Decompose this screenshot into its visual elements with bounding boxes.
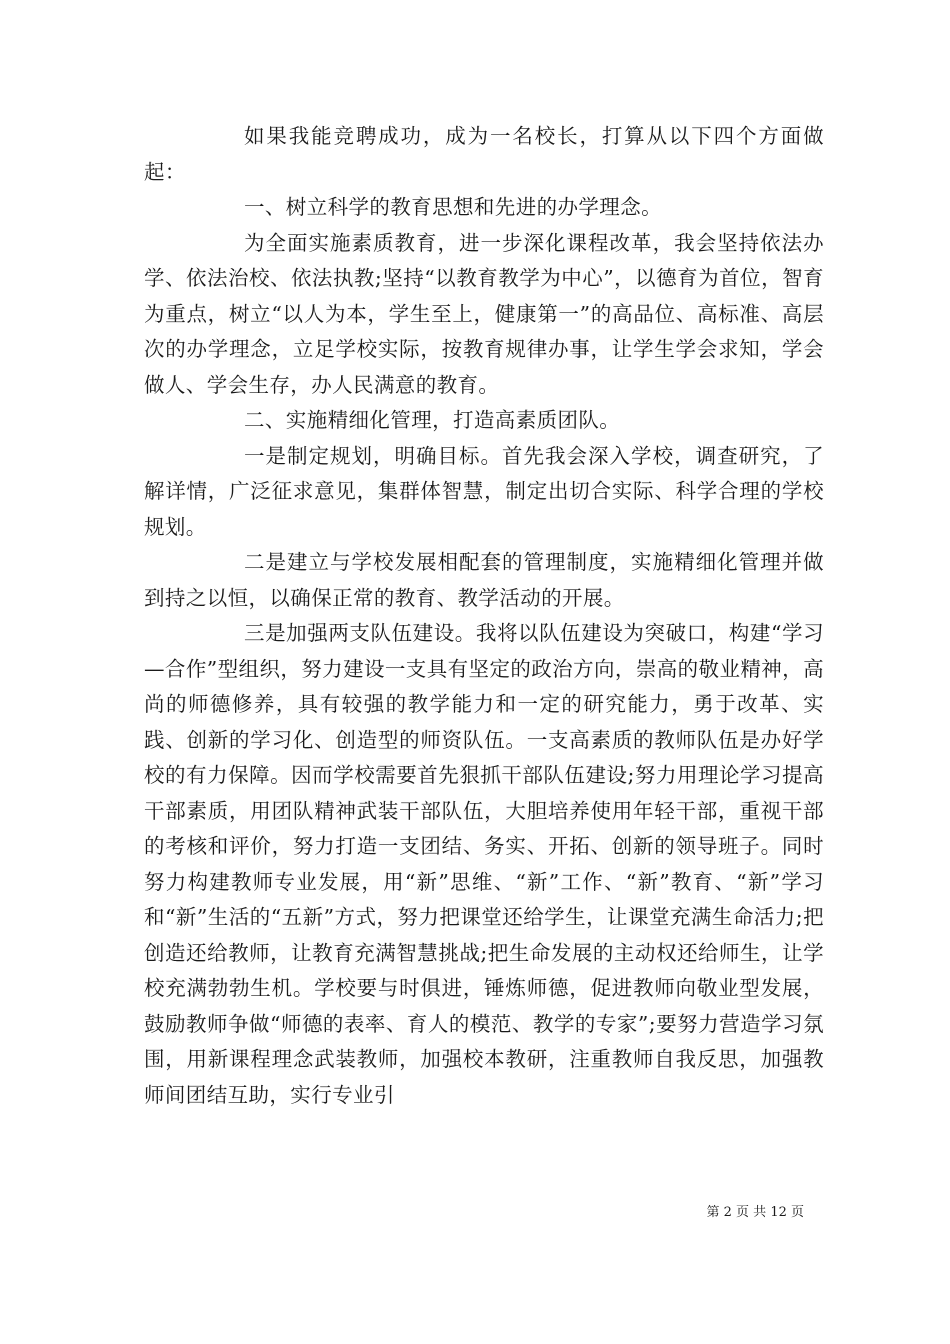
- document-body: [144, 119, 824, 1113]
- paragraph-plan: 一是制定规划，明确目标。首先我会深入学校，调查研究，了解详情，广泛征求意见，集群体智慧，制定出切合实际、科学合理的学校规划。: [144, 443, 824, 539]
- paragraph-teams: 三是加强两支队伍建设。我将以队伍建设为突破口，构建“学习—合作”型组织，努力建设一支具有坚定的政治方向，崇高的敬业精神，高尚的师德修养，具有较强的教学能力和一定的研究能力，勇于改革、实践、创新的学习化、创造型的师资队伍。一支高素质的教师队伍是办好学校的有力保障。因而学校需要首先狠抓干部队伍建设;努力用理论学习提高干部素质，用团队精神武装干部队伍，大胆培养使用年轻干部，重视干部的考核和评价，努力打造一支团结、务实、开拓、创新的领导班子。同时努力构建教师专业发展，用“新”思维、“新”工作、“新”教育、“新”学习和“新”生活的“五新”方式，努力把课堂还给学生，让课堂充满生命活力;把创造还给教师，让教育充满智慧挑战;把生命发展的主动权还给师生，让学校充满勃勃生机。学校要与时俱进，锤炼师德，促进教师向敬业型发展，鼓励教师争做“师德的表率、育人的模范、教学的专家”;要努力营造学习氛围，用新课程理念武装教师，加强校本教研，注重教师自我反思，加强教师间团结互助，实行专业引: [144, 621, 824, 1107]
- heading-section-1: 一、树立科学的教育思想和先进的办学理念。: [244, 195, 662, 219]
- paragraph-section-1: 为全面实施素质教育，进一步深化课程改革，我会坚持依法办学、依法治校、依法执教;坚持“以教育教学为中心”，以德育为首位，智育为重点，树立“以人为本，学生至上，健康第一”的高品位、高标准、高层次的办学理念，立足学校实际，按教育规律办事，让学生学会求知，学会做人、学会生存，办人民满意的教育。: [144, 230, 824, 397]
- page-number: 第 2 页 共 12 页: [706, 1205, 804, 1220]
- paragraph-management: 二是建立与学校发展相配套的管理制度，实施精细化管理并做到持之以恒，以确保正常的教育、教学活动的开展。: [144, 550, 824, 610]
- heading-section-2: 二、实施精细化管理，打造高素质团队。: [244, 408, 621, 432]
- paragraph-intro: 如果我能竞聘成功，成为一名校长，打算从以下四个方面做起：: [144, 124, 824, 184]
